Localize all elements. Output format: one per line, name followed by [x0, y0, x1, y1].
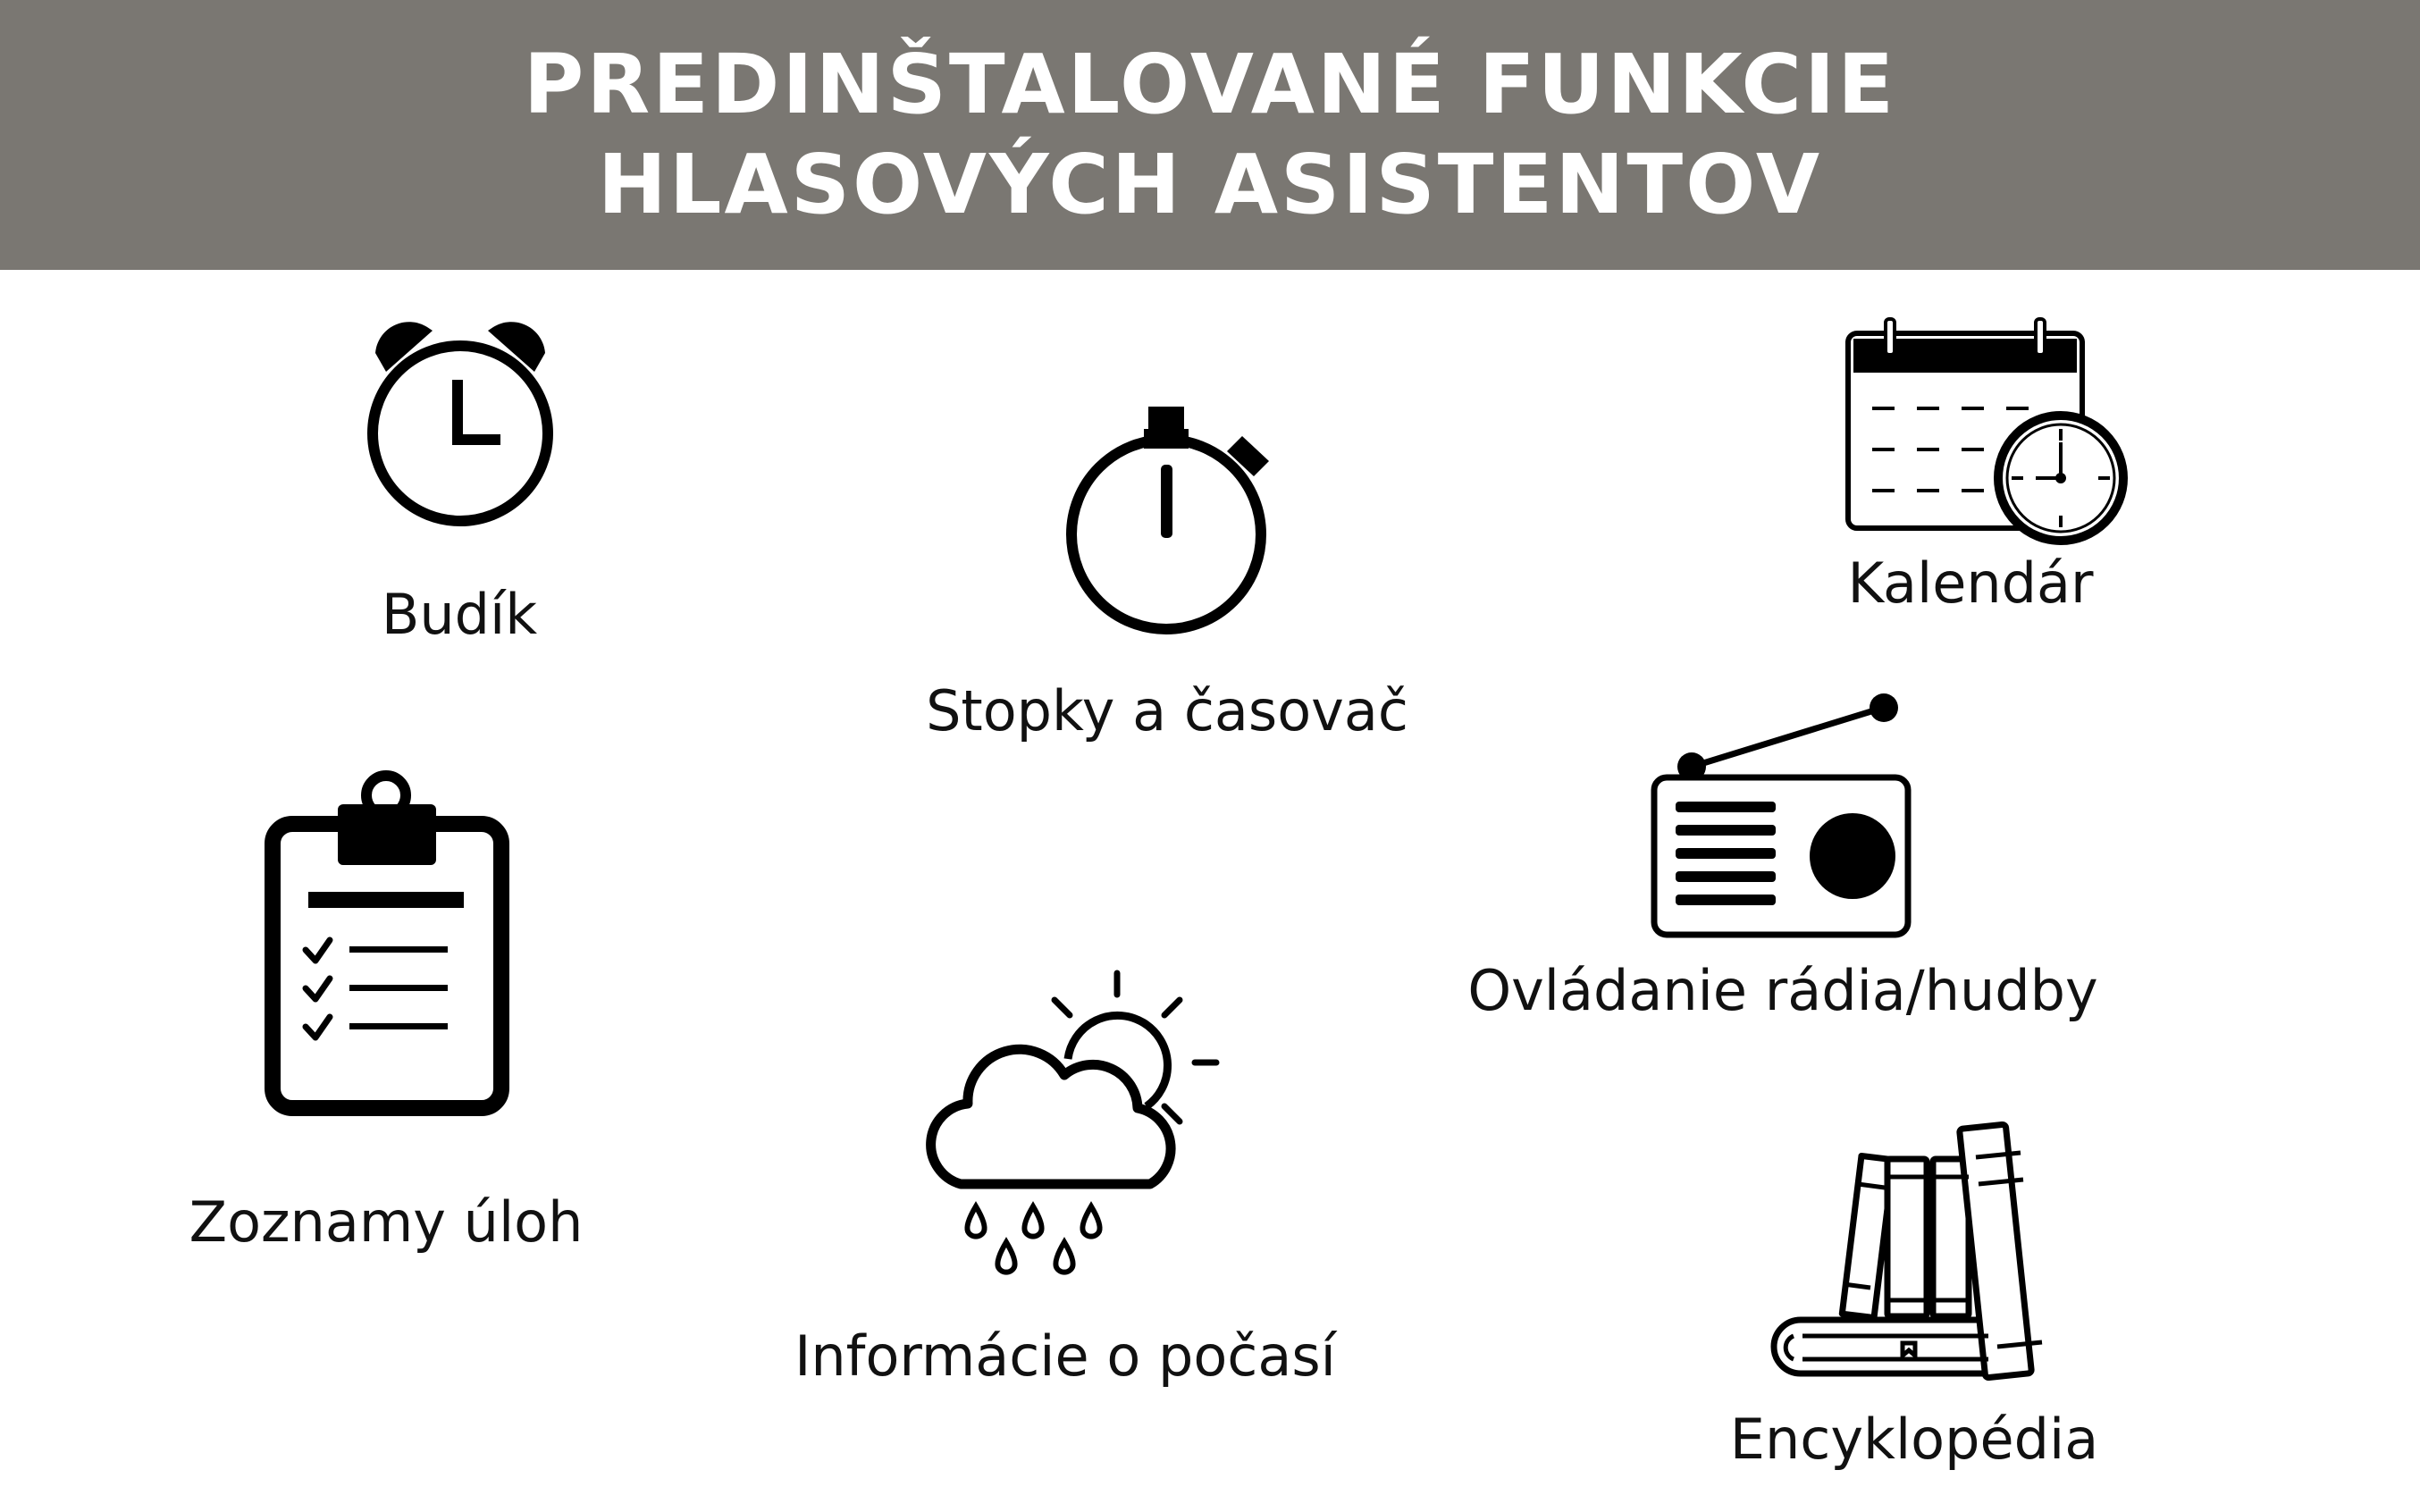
books-icon [1765, 1113, 2073, 1385]
feature-label: Ovládanie rádia/hudby [1467, 958, 2098, 1023]
feature-label: Kalendár [1847, 550, 2094, 616]
stopwatch-icon [1050, 402, 1282, 639]
radio-icon [1649, 693, 1921, 943]
feature-label: Encyklopédia [1729, 1407, 2099, 1472]
alarm-clock-icon [357, 313, 563, 536]
header-banner [0, 0, 2420, 270]
title-line-1: PREDINŠTALOVANÉ FUNKCIE [523, 37, 1897, 132]
clipboard-checklist-icon [264, 770, 509, 1119]
calendar-clock-icon [1841, 317, 2131, 545]
title-line-2: HLASOVÝCH ASISTENTOV [597, 137, 1823, 232]
feature-label: Budík [381, 582, 538, 647]
feature-label: Informácie o počasí [794, 1323, 1336, 1389]
feature-label: Zoznamy úloh [189, 1189, 584, 1255]
weather-cloud-sun-rain-icon [916, 970, 1220, 1287]
feature-label: Stopky a časovač [926, 678, 1408, 743]
